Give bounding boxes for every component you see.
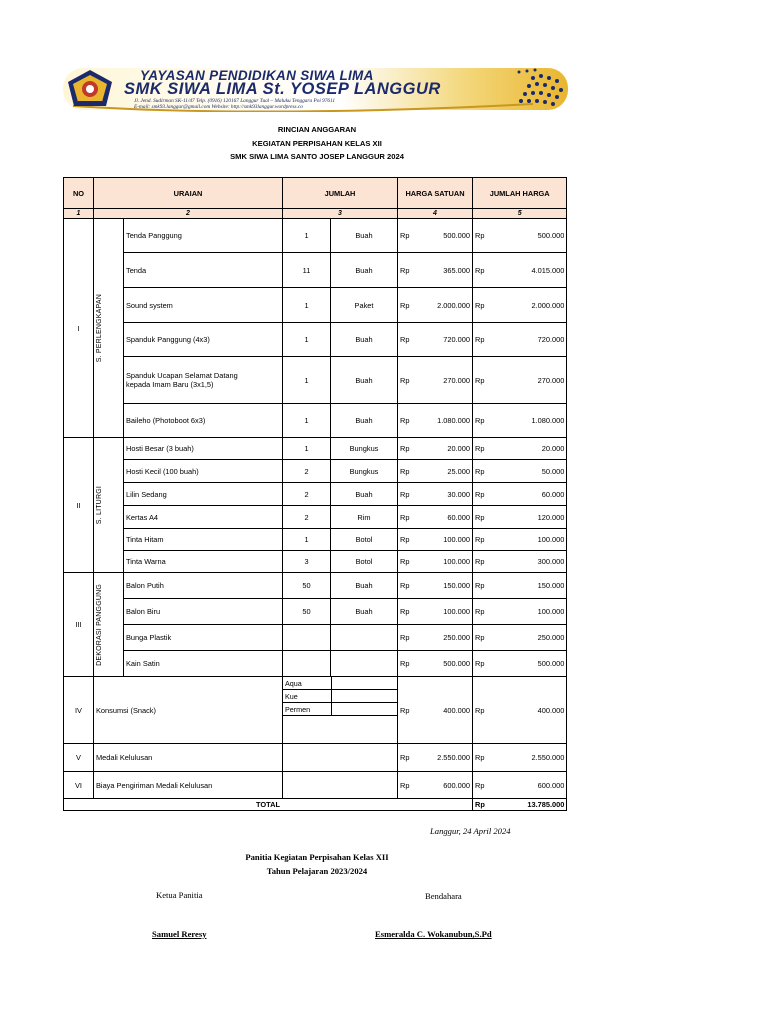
item-total: 270.000 xyxy=(487,357,567,404)
item-qty: 1 xyxy=(283,288,331,323)
item-price: 1.080.000 xyxy=(412,404,473,438)
currency-label: Rp xyxy=(473,551,487,573)
currency-label: Rp xyxy=(398,551,412,573)
category-label: DEKORASI PANGGUNG xyxy=(96,583,103,666)
currency-label: Rp xyxy=(398,323,412,357)
category-label: S. PERLENGKAPAN xyxy=(96,293,103,363)
section-number: I xyxy=(64,219,94,438)
currency-label: Rp xyxy=(473,506,487,529)
item-qty xyxy=(283,651,331,677)
col-number: 2 xyxy=(94,209,283,219)
item-name: Biaya Pengiriman Medali Kelulusan xyxy=(94,772,283,799)
item-total: 60.000 xyxy=(487,483,567,506)
currency-label: Rp xyxy=(473,438,487,460)
currency-label: Rp xyxy=(473,573,487,599)
item-name: Tinta Warna xyxy=(124,551,283,573)
snack-breakdown xyxy=(283,677,398,744)
section-number: V xyxy=(64,744,94,772)
currency-label: Rp xyxy=(473,599,487,625)
item-price: 30.000 xyxy=(412,483,473,506)
section-category xyxy=(94,573,124,677)
grand-total: 13.785.000 xyxy=(487,799,567,811)
treasurer-title: Bendahara xyxy=(425,891,462,901)
item-price: 720.000 xyxy=(412,323,473,357)
item-total: 720.000 xyxy=(487,323,567,357)
item-total: 50.000 xyxy=(487,460,567,483)
category-label: S. LITURGI xyxy=(96,485,103,525)
item-unit: Buah xyxy=(331,323,398,357)
snack-item: Permen xyxy=(283,703,331,716)
table-row xyxy=(64,551,567,573)
item-unit: Buah xyxy=(331,573,398,599)
section-number: VI xyxy=(64,772,94,799)
currency-label: Rp xyxy=(473,772,487,799)
item-price: 100.000 xyxy=(412,599,473,625)
item-qty: 2 xyxy=(283,506,331,529)
currency-label: Rp xyxy=(473,529,487,551)
currency-label: Rp xyxy=(398,744,412,772)
doc-title-line2: KEGIATAN PERPISAHAN KELAS XII xyxy=(252,139,382,148)
item-name: Lilin Sedang xyxy=(124,483,283,506)
item-name: Sound system xyxy=(124,288,283,323)
table-row xyxy=(64,506,567,529)
item-price: 150.000 xyxy=(412,573,473,599)
table-row xyxy=(64,323,567,357)
school-address: Jl. Jend. Sudirman SK-11/47 Telp. (0916) 120167 Langgur Tual – Maluku Tenggara Poi 97611 xyxy=(134,98,335,104)
item-qty-blank xyxy=(283,772,398,799)
currency-label: Rp xyxy=(473,625,487,651)
item-name: Hosti Kecil (100 buah) xyxy=(124,460,283,483)
currency-label: Rp xyxy=(398,599,412,625)
doc-title-line1: RINCIAN ANGGARAN xyxy=(277,125,357,134)
table-row xyxy=(64,599,567,625)
academic-year: Tahun Pelajaran 2023/2024 xyxy=(266,866,368,876)
item-price: 20.000 xyxy=(412,438,473,460)
item-unit: Buah xyxy=(331,253,398,288)
item-unit: Buah xyxy=(331,219,398,253)
item-total: 600.000 xyxy=(487,772,567,799)
item-total: 150.000 xyxy=(487,573,567,599)
item-name: Kain Satin xyxy=(124,651,283,677)
item-total: 2.000.000 xyxy=(487,288,567,323)
budget-table xyxy=(63,177,567,811)
chair-title: Ketua Panitia xyxy=(156,890,203,900)
table-row xyxy=(64,744,567,772)
item-name: Hosti Besar (3 buah) xyxy=(124,438,283,460)
item-qty: 1 xyxy=(283,404,331,438)
item-total: 2.550.000 xyxy=(487,744,567,772)
header-jumlah-harga: JUMLAH HARGA xyxy=(473,178,567,209)
currency-label: Rp xyxy=(473,253,487,288)
currency-label: Rp xyxy=(398,651,412,677)
item-qty: 1 xyxy=(283,323,331,357)
item-price: 400.000 xyxy=(412,677,473,744)
item-unit: Rim xyxy=(331,506,398,529)
item-unit: Paket xyxy=(331,288,398,323)
section-number: III xyxy=(64,573,94,677)
snack-blank xyxy=(331,690,397,703)
section-category xyxy=(94,219,124,438)
item-price: 100.000 xyxy=(412,551,473,573)
col-number: 3 xyxy=(283,209,398,219)
table-row xyxy=(64,483,567,506)
item-name-line2: kepada Imam Baru (3x1,5) xyxy=(126,380,214,389)
header-harga-satuan: HARGA SATUAN xyxy=(398,178,473,209)
currency-label: Rp xyxy=(398,253,412,288)
item-price: 500.000 xyxy=(412,651,473,677)
item-unit: Botol xyxy=(331,551,398,573)
committee-name: Panitia Kegiatan Perpisahan Kelas XII xyxy=(245,852,389,862)
item-total: 250.000 xyxy=(487,625,567,651)
currency-label: Rp xyxy=(398,438,412,460)
currency-label: Rp xyxy=(473,357,487,404)
item-price: 60.000 xyxy=(412,506,473,529)
place-date: Langgur, 24 April 2024 xyxy=(430,826,511,836)
table-row xyxy=(64,677,567,744)
item-price: 250.000 xyxy=(412,625,473,651)
item-name: Tenda Panggung xyxy=(124,219,283,253)
item-unit xyxy=(331,651,398,677)
item-total: 400.000 xyxy=(487,677,567,744)
table-row xyxy=(64,288,567,323)
item-name: Spanduk Panggung (4x3) xyxy=(124,323,283,357)
chair-name: Samuel Reresy xyxy=(152,929,207,939)
item-name: Balon Biru xyxy=(124,599,283,625)
currency-label: Rp xyxy=(473,799,487,811)
item-unit: Buah xyxy=(331,404,398,438)
currency-label: Rp xyxy=(398,506,412,529)
table-row xyxy=(64,438,567,460)
item-total: 500.000 xyxy=(487,651,567,677)
item-name: Tinta Hitam xyxy=(124,529,283,551)
item-name-line1: Spanduk Ucapan Selamat Datang xyxy=(126,371,238,380)
currency-label: Rp xyxy=(398,219,412,253)
item-price: 25.000 xyxy=(412,460,473,483)
item-total: 300.000 xyxy=(487,551,567,573)
school-logo-icon xyxy=(64,68,116,110)
header-uraian: URAIAN xyxy=(94,178,283,209)
column-number-row xyxy=(64,209,567,219)
item-price: 365.000 xyxy=(412,253,473,288)
item-qty: 1 xyxy=(283,219,331,253)
item-price: 600.000 xyxy=(412,772,473,799)
table-row xyxy=(64,253,567,288)
item-name: Baileho (Photoboot 6x3) xyxy=(124,404,283,438)
item-qty: 2 xyxy=(283,460,331,483)
section-number: II xyxy=(64,438,94,573)
table-row xyxy=(64,219,567,253)
table-row xyxy=(64,404,567,438)
item-name: Konsumsi (Snack) xyxy=(94,677,283,744)
item-qty: 50 xyxy=(283,599,331,625)
currency-label: Rp xyxy=(398,677,412,744)
table-row xyxy=(64,357,567,404)
table-row xyxy=(64,460,567,483)
item-price: 270.000 xyxy=(412,357,473,404)
total-label: TOTAL xyxy=(64,799,473,811)
school-contact: E-mail: smk93.langgur@gmail.com Website: http://smk93langgur.wordpress.co xyxy=(134,104,303,110)
total-row xyxy=(64,799,567,811)
item-unit: Bungkus xyxy=(331,460,398,483)
item-total: 120.000 xyxy=(487,506,567,529)
item-price: 2.000.000 xyxy=(412,288,473,323)
currency-label: Rp xyxy=(473,651,487,677)
item-total: 1.080.000 xyxy=(487,404,567,438)
item-price: 100.000 xyxy=(412,529,473,551)
currency-label: Rp xyxy=(398,772,412,799)
school-name: SMK SIWA LIMA St. YOSEP LANGGUR xyxy=(124,80,441,98)
currency-label: Rp xyxy=(473,744,487,772)
item-unit: Buah xyxy=(331,599,398,625)
section-number: IV xyxy=(64,677,94,744)
item-qty: 1 xyxy=(283,357,331,404)
currency-label: Rp xyxy=(398,357,412,404)
table-row xyxy=(64,772,567,799)
item-qty xyxy=(283,625,331,651)
item-total: 20.000 xyxy=(487,438,567,460)
item-total: 500.000 xyxy=(487,219,567,253)
item-price: 2.550.000 xyxy=(412,744,473,772)
item-price: 500.000 xyxy=(412,219,473,253)
item-total: 100.000 xyxy=(487,599,567,625)
item-unit xyxy=(331,625,398,651)
item-qty: 2 xyxy=(283,483,331,506)
currency-label: Rp xyxy=(473,404,487,438)
treasurer-name: Esmeralda C. Wokanubun,S.Pd xyxy=(375,929,492,939)
item-name: Kertas A4 xyxy=(124,506,283,529)
item-unit: Bungkus xyxy=(331,438,398,460)
currency-label: Rp xyxy=(473,677,487,744)
snack-item: Kue xyxy=(283,690,331,703)
item-unit: Buah xyxy=(331,357,398,404)
currency-label: Rp xyxy=(398,460,412,483)
item-qty-blank xyxy=(283,744,398,772)
header-jumlah: JUMLAH xyxy=(283,178,398,209)
currency-label: Rp xyxy=(473,323,487,357)
currency-label: Rp xyxy=(473,483,487,506)
table-header-row xyxy=(64,178,567,209)
table-row xyxy=(64,573,567,599)
item-name: Medali Kelulusan xyxy=(94,744,283,772)
item-unit: Buah xyxy=(331,483,398,506)
item-name: Balon Putih xyxy=(124,573,283,599)
foundation-name: YAYASAN PENDIDIKAN SIWA LIMA xyxy=(140,68,374,83)
item-total: 4.015.000 xyxy=(487,253,567,288)
currency-label: Rp xyxy=(473,219,487,253)
snack-blank xyxy=(331,703,397,716)
header-no: NO xyxy=(64,178,94,209)
currency-label: Rp xyxy=(398,573,412,599)
col-number: 4 xyxy=(398,209,473,219)
currency-label: Rp xyxy=(473,288,487,323)
item-qty: 1 xyxy=(283,529,331,551)
item-qty: 1 xyxy=(283,438,331,460)
currency-label: Rp xyxy=(398,404,412,438)
doc-title-line3: SMK SIWA LIMA SANTO JOSEP LANGGUR 2024 xyxy=(230,152,404,161)
snack-item: Aqua xyxy=(283,677,331,690)
col-number: 1 xyxy=(64,209,94,219)
item-qty: 3 xyxy=(283,551,331,573)
currency-label: Rp xyxy=(398,288,412,323)
item-unit: Botol xyxy=(331,529,398,551)
table-row xyxy=(64,529,567,551)
table-row xyxy=(64,625,567,651)
item-name: Tenda xyxy=(124,253,283,288)
currency-label: Rp xyxy=(398,625,412,651)
snack-subtable xyxy=(283,677,397,716)
currency-label: Rp xyxy=(398,529,412,551)
table-row xyxy=(64,651,567,677)
section-category xyxy=(94,438,124,573)
snack-blank xyxy=(331,677,397,690)
item-qty: 50 xyxy=(283,573,331,599)
item-total: 100.000 xyxy=(487,529,567,551)
item-name: Bunga Plastik xyxy=(124,625,283,651)
currency-label: Rp xyxy=(398,483,412,506)
item-qty: 11 xyxy=(283,253,331,288)
col-number: 5 xyxy=(473,209,567,219)
item-name xyxy=(124,357,283,404)
currency-label: Rp xyxy=(473,460,487,483)
